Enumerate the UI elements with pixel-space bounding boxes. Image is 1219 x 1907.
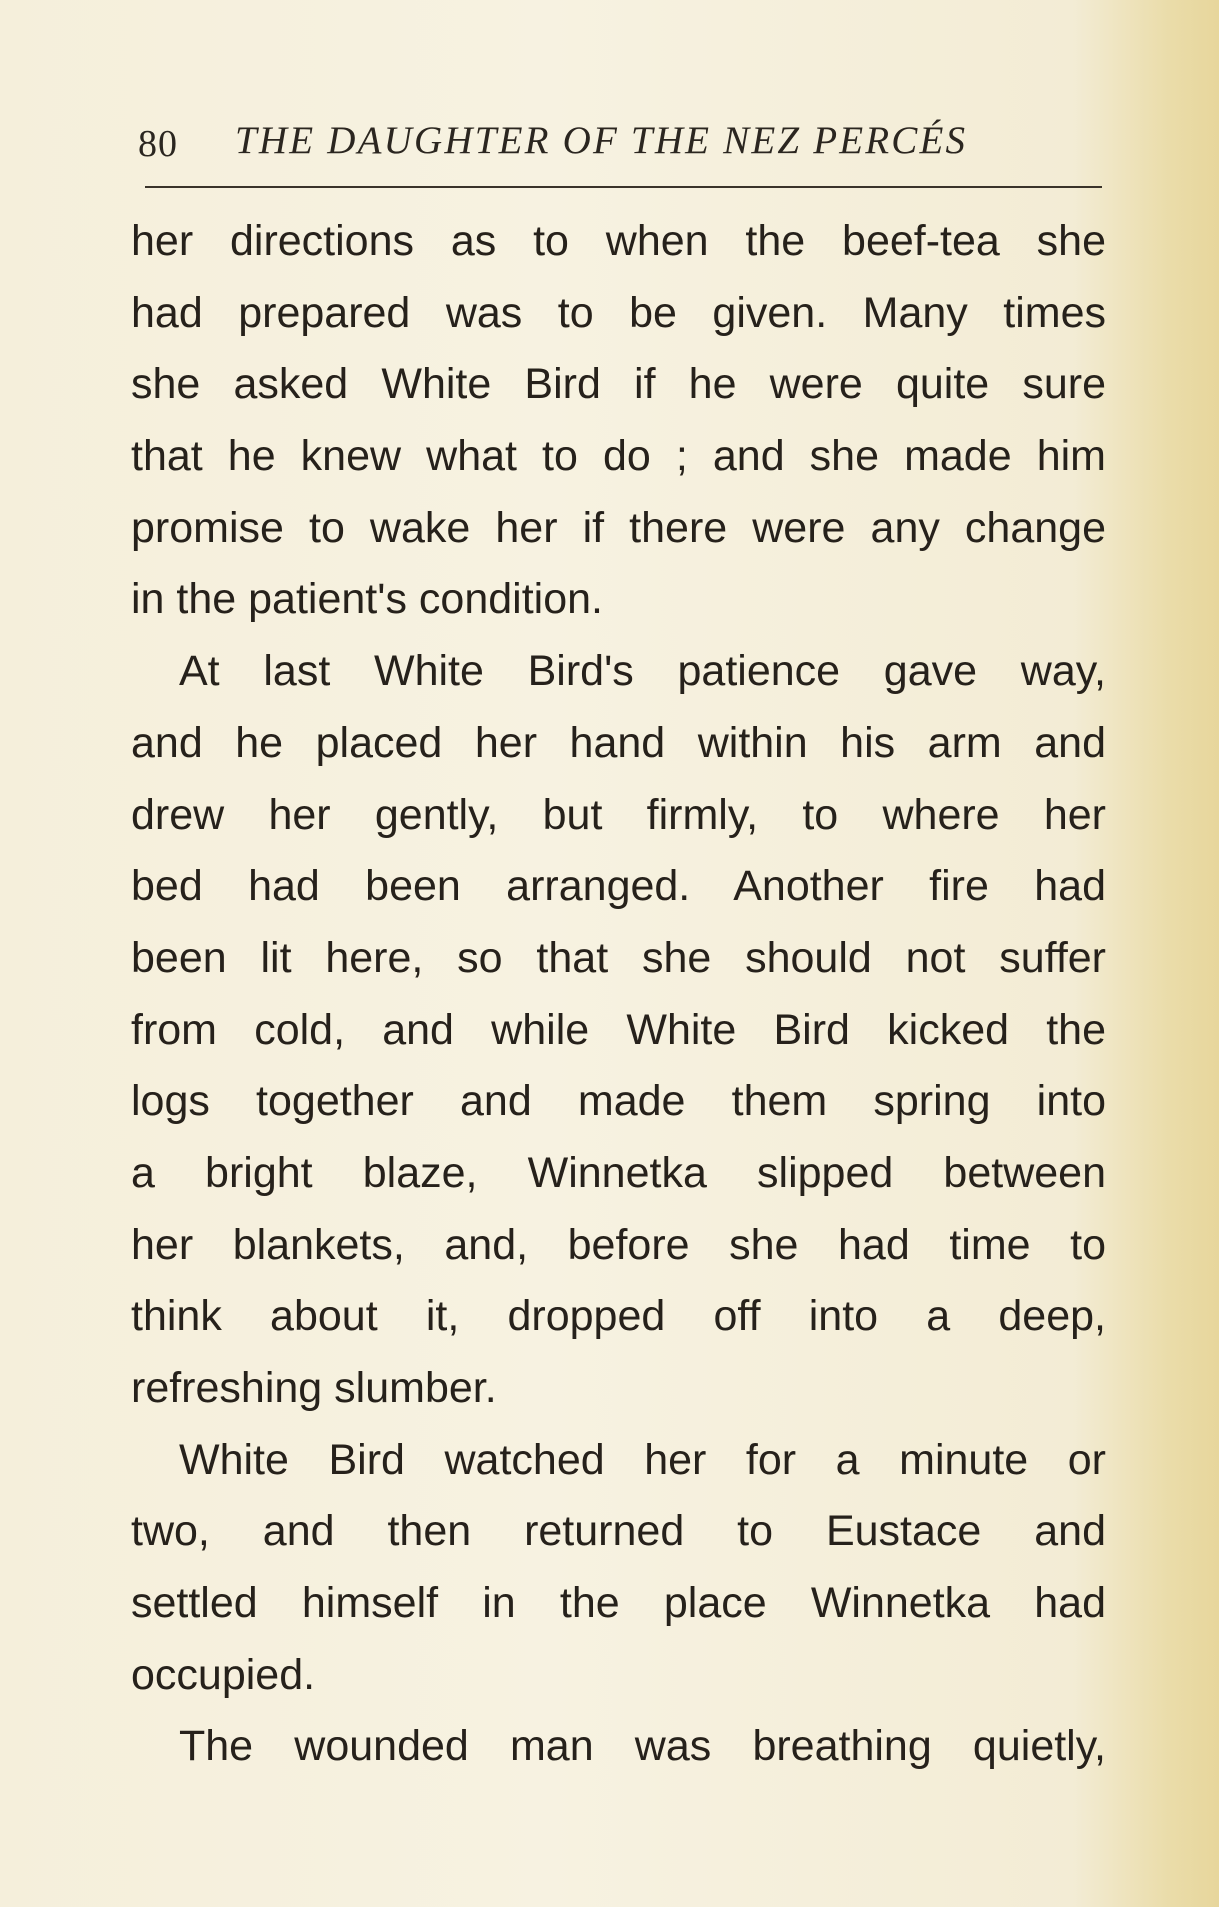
text-line: think about it, dropped off into a deep,	[131, 1292, 1106, 1341]
body-text	[131, 206, 1106, 1783]
text-line: settled himself in the place Winnetka had	[131, 1579, 1106, 1628]
text-line: her blankets, and, before she had time to	[131, 1220, 1106, 1269]
text-line: she asked White Bird if he were quite sure	[131, 360, 1106, 409]
text-line: been lit here, so that she should not suffer	[131, 933, 1106, 982]
text-line: had prepared was to be given. Many times	[131, 288, 1106, 337]
running-head	[138, 118, 1098, 168]
text-line: promise to wake her if there were any change	[131, 503, 1106, 552]
text-line: her directions as to when the beef-tea she	[131, 217, 1106, 265]
text-line: The wounded man was breathing quietly,	[179, 1722, 1106, 1771]
text-line: from cold, and while White Bird kicked the	[131, 1005, 1106, 1054]
page-number: 80	[138, 123, 178, 165]
running-title: THE DAUGHTER OF THE NEZ PERCÉS	[235, 119, 968, 162]
text-line: drew her gently, but firmly, to where her	[131, 790, 1106, 839]
text-line: occupied.	[131, 1650, 316, 1699]
text-line: At last White Bird's patience gave way,	[179, 647, 1106, 696]
header-rule	[145, 186, 1102, 188]
text-line: a bright blaze, Winnetka slipped between	[131, 1148, 1106, 1197]
text-line: and he placed her hand within his arm and	[131, 718, 1106, 767]
text-line: that he knew what to do ; and she made him	[131, 432, 1106, 481]
text-line: bed had been arranged. Another fire had	[131, 862, 1106, 911]
text-line: two, and then returned to Eustace and	[131, 1507, 1106, 1556]
text-line: refreshing slumber.	[131, 1364, 497, 1412]
text-line: in the patient's condition.	[131, 575, 603, 624]
text-line: logs together and made them spring into	[131, 1077, 1106, 1126]
text-line: White Bird watched her for a minute or	[179, 1435, 1106, 1484]
